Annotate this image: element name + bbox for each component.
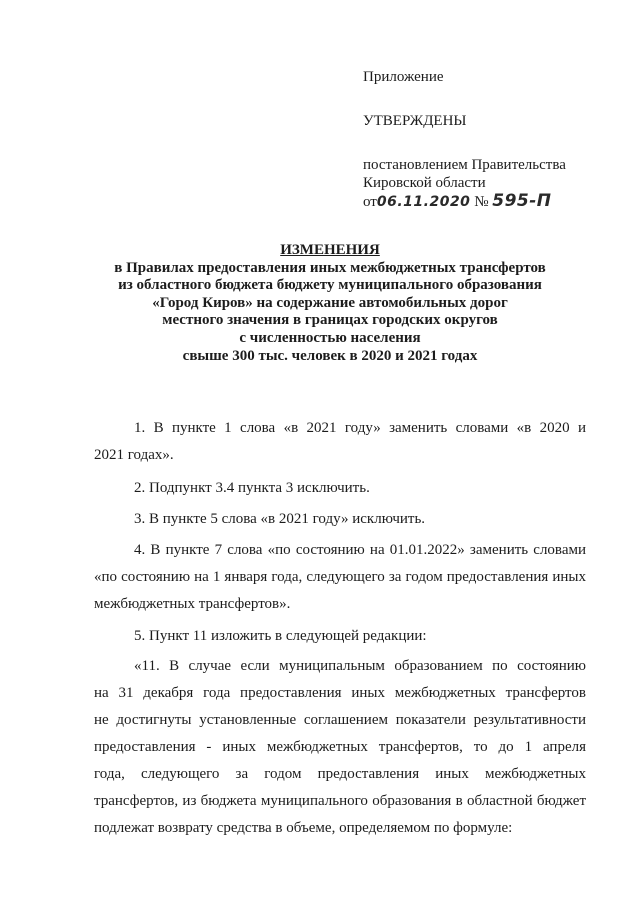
handwritten-number: 595-П [492,191,552,211]
body-line: предоставления - иных межбюджетных трансфертов, то до 1 апреля [94,739,586,755]
approved-label: УТВЕРЖДЕНЫ [363,113,467,129]
title-line: «Город Киров» на содержание автомобильных дорог [152,294,508,311]
body-line: подлежат возврату средства в объеме, определяемом по формуле: [94,820,513,836]
title-heading: ИЗМЕНЕНИЯ [280,242,380,258]
body-line: 3. В пункте 5 слова «в 2021 году» исключить. [134,511,426,527]
decree-line-2: Кировской области [363,175,486,191]
body-line: года, следующего за годом предоставления иных межбюджетных [94,766,586,782]
body-line: 5. Пункт 11 изложить в следующей редакции: [134,628,427,644]
decree-date-number [363,192,552,211]
title-line: с численностью населения [239,329,421,346]
body-line: не достигнуты установленные соглашением показатели результативности [94,712,586,728]
body-line: на 31 декабря года предоставления иных межбюджетных трансфертов [94,685,586,701]
document-title [60,242,600,365]
body-line: 4. В пункте 7 слова «по состоянию на 01.01.2022» заменить словами [134,542,586,558]
handwritten-date: 06.11.2020 [376,194,471,210]
body-line: «по состоянию на 1 января года, следующего за годом предоставления иных [94,569,586,585]
title-line: местного значения в границах городских округов [162,312,498,329]
title-line: из областного бюджета бюджету муниципального образования [118,277,542,294]
title-line: свыше 300 тыс. человек в 2020 и 2021 годах [182,347,478,364]
body-line: «11. В случае если муниципальным образованием по состоянию [134,658,586,674]
number-prefix: № [474,194,489,210]
title-line: в Правилах предоставления иных межбюджетных трансфертов [114,259,546,276]
body-line: 2. Подпункт 3.4 пункта 3 исключить. [134,480,370,496]
body-line: трансфертов, из бюджета муниципального образования в областной бюджет [94,793,586,809]
decree-line-1: постановлением Правительства [363,157,566,173]
body-line: 2021 годах». [94,447,174,463]
body-line: 1. В пункте 1 слова «в 2021 году» заменить словами «в 2020 и [134,420,586,436]
body-line: межбюджетных трансфертов». [94,596,291,612]
annex-label: Приложение [363,69,444,85]
date-prefix: от [363,194,377,210]
